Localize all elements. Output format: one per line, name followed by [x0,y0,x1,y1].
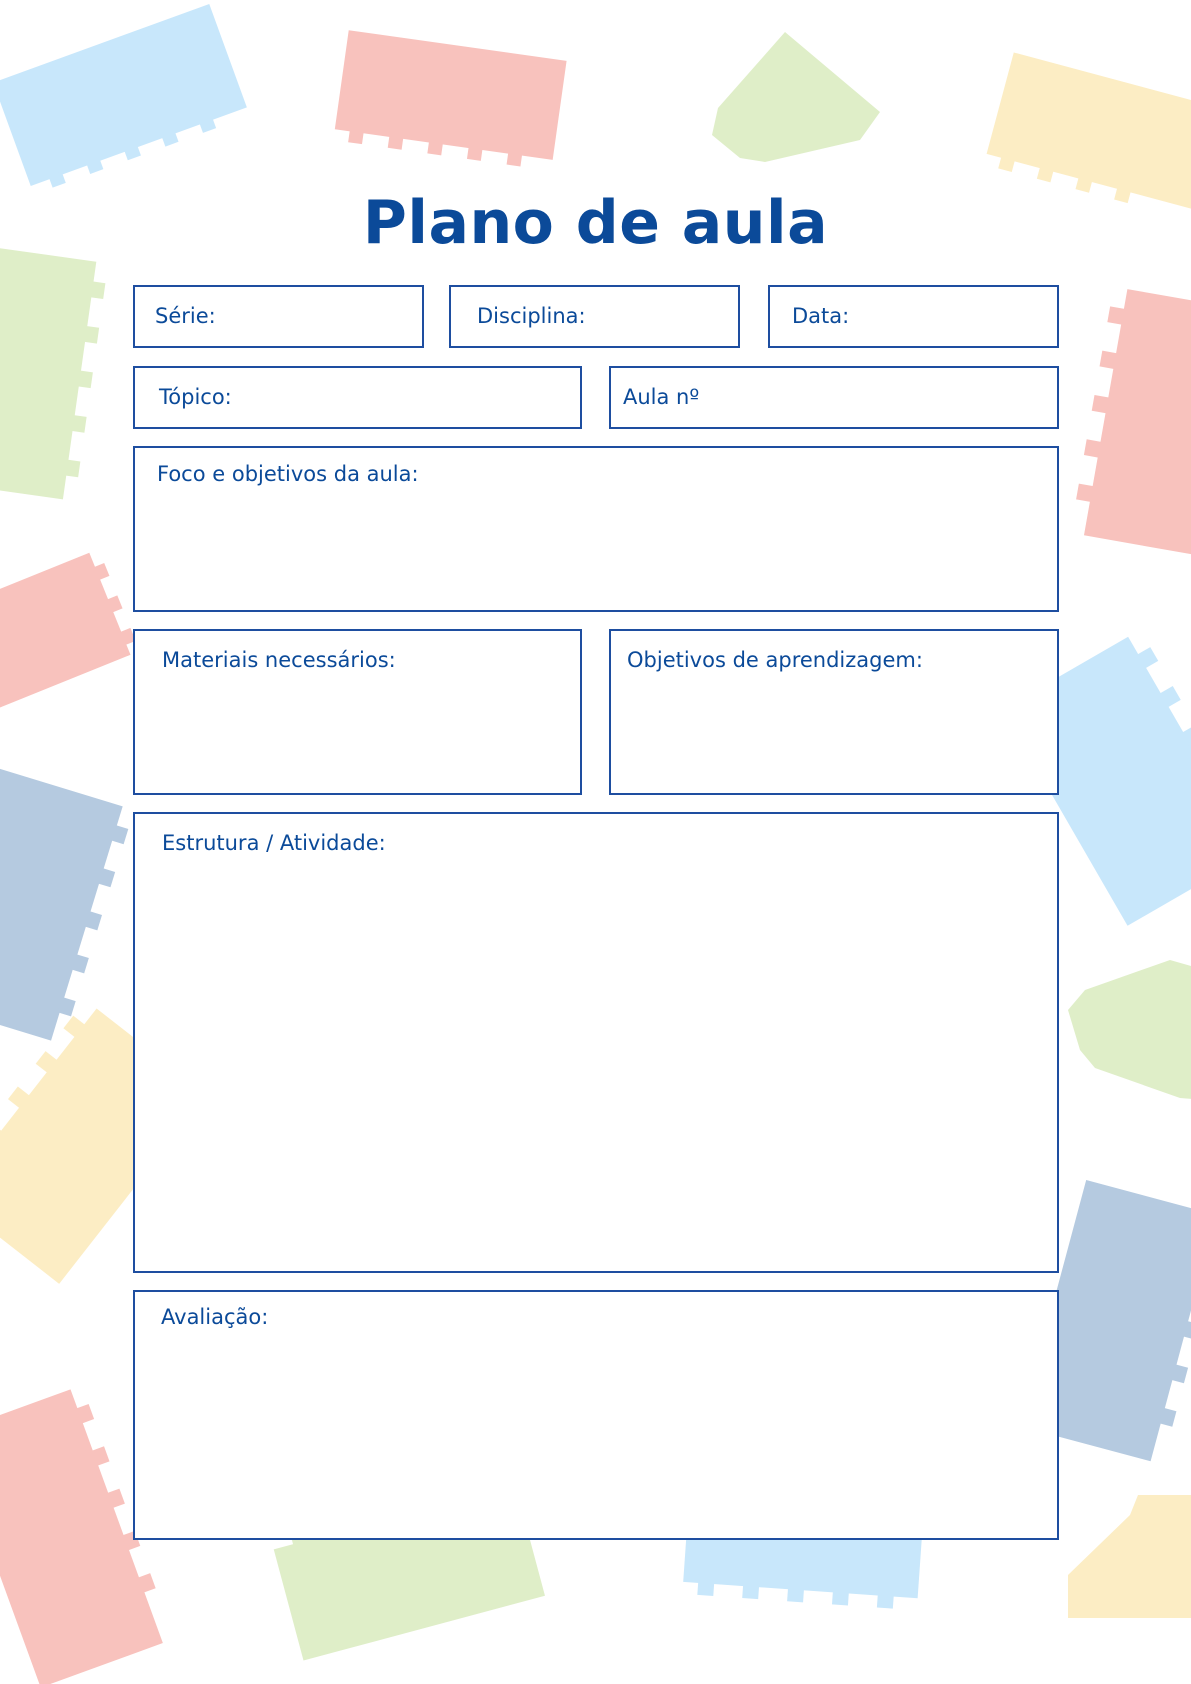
topico-label: Tópico: [159,385,232,409]
lego-brick-blue-top-left [0,4,250,194]
objetivos-aprendizagem-field[interactable] [609,629,1059,795]
objetivos-aprendizagem-label: Objetivos de aprendizagem: [627,648,923,672]
data-label: Data: [792,304,850,328]
aula-numero-label: Aula nº [623,385,700,409]
materiais-field[interactable] [133,629,582,795]
lego-brick-green-left [0,245,108,501]
disciplina-label: Disciplina: [477,304,586,328]
lego-brick-pink-left [0,549,140,715]
lego-brick-yellow-bottom-right [1068,1495,1191,1618]
lego-brick-green-top [712,32,880,162]
aula-numero-field[interactable] [609,366,1059,429]
estrutura-label: Estrutura / Atividade: [162,831,386,855]
foco-objetivos-field[interactable] [133,446,1059,612]
serie-field[interactable] [133,285,424,348]
data-field[interactable] [768,285,1059,348]
materiais-label: Materiais necessários: [162,648,396,672]
lego-brick-green-right [1068,960,1191,1100]
page-title: Plano de aula [362,188,829,258]
topico-field[interactable] [133,366,582,429]
lego-brick-steel-left [0,765,134,1044]
avaliacao-field[interactable] [133,1290,1059,1540]
foco-objetivos-label: Foco e objetivos da aula: [157,462,419,486]
serie-label: Série: [155,304,216,328]
lego-brick-pink-top [333,30,566,171]
disciplina-field[interactable] [449,285,740,348]
lego-brick-pink-right [1070,287,1191,558]
estrutura-field[interactable] [133,812,1059,1273]
avaliacao-label: Avaliação: [161,1305,269,1329]
